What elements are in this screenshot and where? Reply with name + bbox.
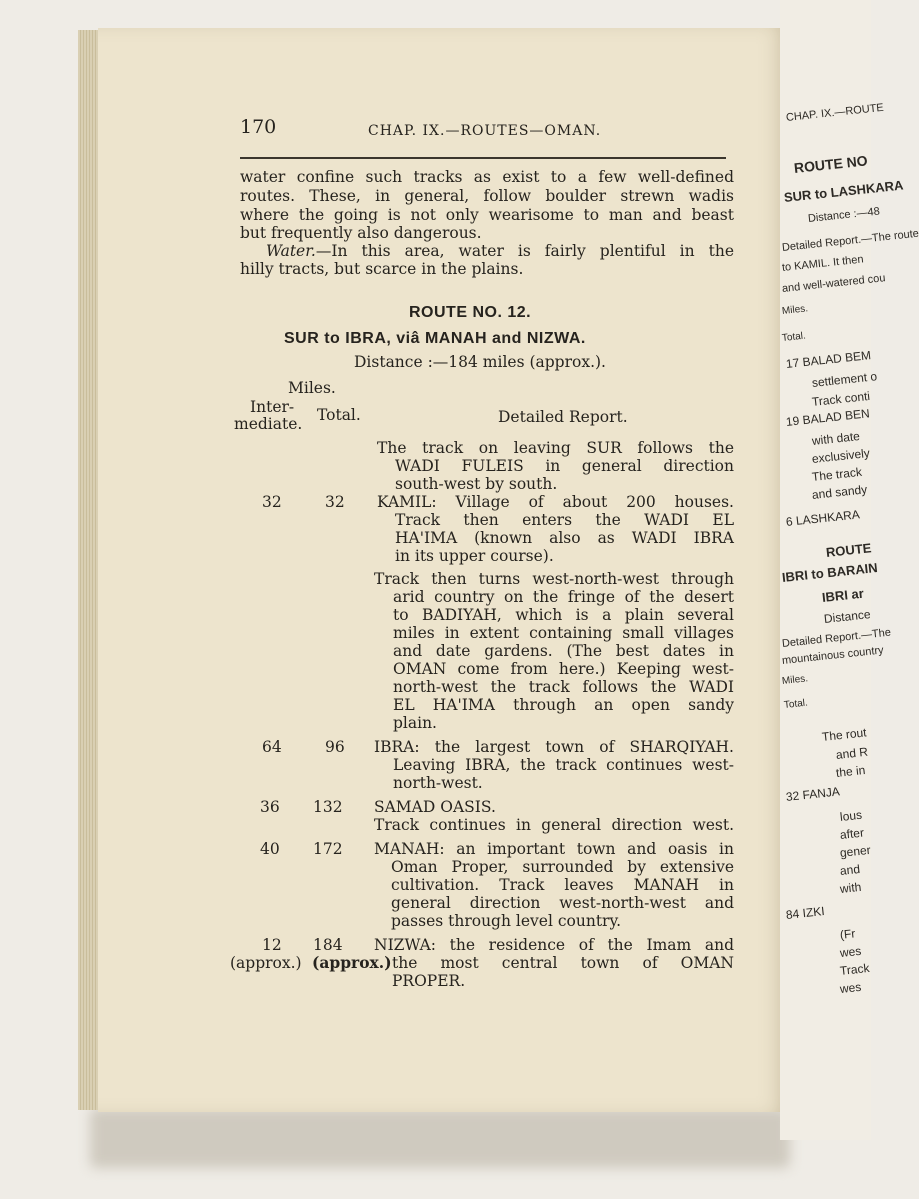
route-distance: Distance :—184 miles (approx.). [354,353,606,371]
report-line: Leaving IBRA, the track continues west- [393,756,734,774]
facing-line: 19 BALAD BEN [785,406,871,429]
facing-line: ROUTE [825,540,873,560]
report-line: NIZWA: the residence of the Imam and [374,936,734,954]
water-paragraph [266,242,734,260]
facing-line: Distance [823,607,872,626]
total-header: Total. [317,406,361,424]
total-miles: 132 [313,798,343,816]
facing-line: the in [835,762,866,780]
report-line: general direction west-north-west and [391,894,734,912]
route-subtitle: SUR to IBRA, viâ MANAH and NIZWA. [284,330,586,347]
facing-line: IBRI to BARAIN [781,560,879,585]
intermediate-miles: 64 [262,738,282,756]
report-line: south-west by south. [395,475,558,493]
water-label: Water. [266,242,316,260]
approx-note: (approx.) [312,953,392,972]
report-line: Oman Proper, surrounded by extensive [391,858,734,876]
water-line-1: —In this area, water is fairly plentiful in the [315,242,734,260]
facing-line: wes [839,979,862,996]
intermediate-miles: 40 [260,840,280,858]
total-miles: 184 [313,936,343,954]
running-title: CHAP. IX.—ROUTES—OMAN. [368,123,602,139]
report-line: in its upper course). [395,547,554,565]
report-line: to BADIYAH, which is a plain several [393,606,734,624]
report-line: PROPER. [392,972,466,990]
facing-line: SUR to LASHKARA [783,177,905,205]
facing-line: settlement o [811,369,878,390]
facing-line: gener [839,842,872,860]
header-rule [240,157,726,159]
miles-header: Miles. [288,379,336,397]
intro-line: but frequently also dangerous. [240,224,482,242]
report-line: KAMIL: Village of about 200 houses. [377,493,734,511]
total-miles: 96 [325,738,345,756]
facing-line: Track [839,960,871,978]
facing-line: Track conti [811,388,871,409]
page-number: 170 [240,116,277,138]
report-line: the most central town of OMAN [392,954,734,972]
facing-line: (Fr [839,926,856,942]
report-line: miles in extent containing small villages [393,624,734,642]
report-line: Track continues in general direction west. [374,816,734,834]
report-line: SAMAD OASIS. [374,798,496,816]
facing-line: and [839,861,861,878]
report-line: IBRA: the largest town of SHARQIYAH. [374,738,734,756]
facing-line: Detailed Report.—The route [781,227,919,254]
report-line: north-west the track follows the WADI [393,678,734,696]
report-line: arid country on the fringe of the desert [393,588,734,606]
report-line: MANAH: an important town and oasis in [374,840,734,858]
facing-line: exclusively [811,445,871,466]
facing-line: lous [839,807,863,824]
report-line: HA'IMA (known also as WADI IBRA [395,529,734,547]
facing-line: IBRI ar [821,585,865,605]
facing-line: with [839,879,862,896]
facing-line: CHAP. IX.—ROUTE [785,101,885,124]
facing-line: Total. [783,697,809,711]
facing-line: after [839,825,865,842]
facing-line: wes [839,943,862,960]
report-line: passes through level country. [391,912,622,930]
facing-line: and sandy [811,482,868,502]
intermediate-header: Inter- [250,398,295,416]
report-line: cultivation. Track leaves MANAH in [391,876,734,894]
intro-line: routes. These, in general, follow boulder strewn wadis [240,187,734,205]
facing-line: Distance :—48 [807,205,881,225]
facing-line: The track [811,464,863,484]
facing-line: and well-watered cou [781,272,887,295]
intermediate-miles: 36 [260,798,280,816]
facing-line: to KAMIL. It then [781,253,865,274]
intermediate-miles: 12 [262,936,282,954]
facing-line: 6 LASHKARA [785,507,861,529]
facing-line: ROUTE NO [793,152,869,176]
report-line: The track on leaving SUR follows the [377,439,734,457]
water-line-2: hilly tracts, but scarce in the plains. [240,260,524,278]
facing-line: Detailed Report.—The [781,626,892,650]
report-header: Detailed Report. [498,408,628,426]
report-line: WADI FULEIS in general direction [395,457,734,475]
report-line: north-west. [393,774,483,792]
report-line: EL HA'IMA through an open sandy [393,696,734,714]
intro-line: where the going is not only wearisome to man and beast [240,206,734,224]
book-shadow [90,1108,790,1168]
report-line: and date gardens. (The best dates in [393,642,734,660]
facing-line: mountainous country [781,644,885,667]
intermediate-miles: 32 [262,493,282,511]
total-miles: 32 [325,493,345,511]
facing-line: with date [811,429,861,448]
facing-line: 32 FANJA [785,784,841,804]
intermediate-header: mediate. [234,415,303,433]
report-line: Track then enters the WADI EL [395,511,734,529]
intro-line: water confine such tracks as exist to a few well-defined [240,168,734,186]
route-title: ROUTE NO. 12. [409,304,532,321]
facing-line: Miles. [781,303,809,317]
facing-line: 17 BALAD BEM [785,348,872,371]
report-line: plain. [393,714,437,732]
facing-line: and R [835,744,869,762]
facing-line: Total. [781,330,807,344]
facing-page [780,0,919,1140]
facing-line: The rout [821,725,868,744]
approx-note: (approx.) [230,954,302,972]
facing-line: Miles. [781,673,809,687]
report-line: Track then turns west-north-west through [374,570,734,588]
total-miles: 172 [313,840,343,858]
report-line: OMAN come from here.) Keeping west- [393,660,734,678]
facing-line: 84 IZKI [785,903,826,922]
